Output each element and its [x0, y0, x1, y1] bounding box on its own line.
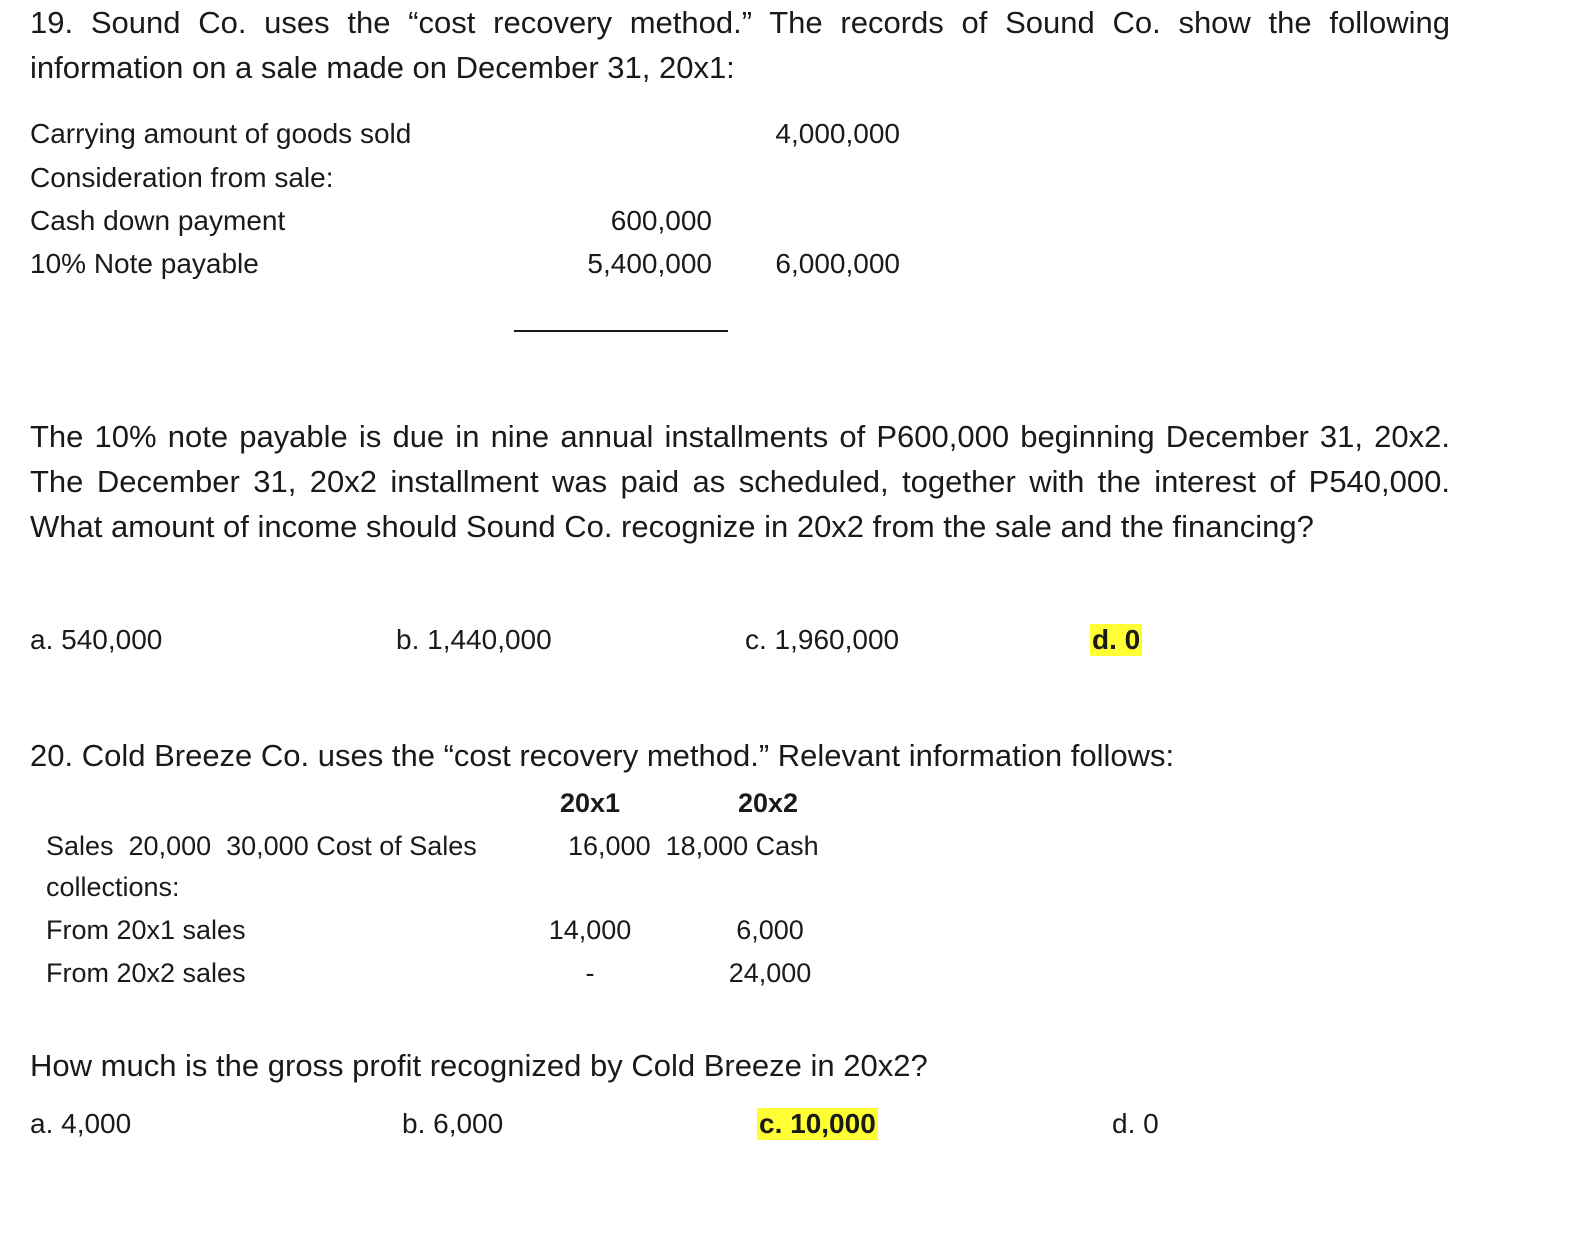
consideration-label: Consideration from sale:: [30, 162, 334, 193]
total-underline: [514, 330, 728, 332]
sales-cost-line: Sales 20,000 30,000 Cost of Sales: [46, 831, 477, 861]
carrying-amount-total: 4,000,000: [775, 118, 900, 149]
col-header-20x2: 20x2: [737, 788, 799, 818]
from-20x1-value-20x2: 6,000: [736, 915, 804, 945]
q20-question: How much is the gross profit recognized by Cold Breeze in 20x2?: [30, 1048, 928, 1083]
cost-cash-line: 16,000 18,000 Cash: [568, 831, 819, 861]
cash-down-amount: 600,000: [610, 205, 712, 236]
note-payable-label: 10% Note payable: [30, 248, 259, 279]
col-header-20x1: 20x1: [559, 788, 621, 818]
q19-choice-a: a. 540,000: [30, 624, 163, 655]
carrying-amount-label: Carrying amount of goods sold: [30, 118, 412, 149]
q19-choice-d-highlighted: d. 0: [1092, 624, 1141, 655]
q19-choice-b: b. 1,440,000: [396, 624, 552, 655]
q20-choice-b: b. 6,000: [402, 1108, 504, 1139]
collections-label: collections:: [46, 872, 180, 902]
q19-question: The 10% note payable is due in nine annual installments of P600,000 beginning December 31, 20x2. The December 31, 20x2 installment was paid as scheduled, together with the interest of P540,000. What amount of income should Sound Co. recognize in 20x2 from the sale and the financing?: [30, 419, 1450, 544]
from-20x2-value-20x1: -: [585, 958, 595, 988]
consideration-total: 6,000,000: [775, 248, 900, 279]
q20-intro: 20. Cold Breeze Co. uses the “cost recovery method.” Relevant information follows:: [30, 738, 1175, 773]
q19-choice-c: c. 1,960,000: [745, 624, 900, 655]
q19-intro: 19. Sound Co. uses the “cost recovery method.” The records of Sound Co. show the following information on a sale made on December 31, 20x1:: [30, 5, 1450, 85]
q20-choice-c-highlighted: c. 10,000: [759, 1108, 876, 1139]
q20-choice-a: a. 4,000: [30, 1108, 132, 1139]
note-payable-amount: 5,400,000: [587, 248, 712, 279]
from-20x1-value-20x1: 14,000: [548, 915, 632, 945]
from-20x2-value-20x2: 24,000: [728, 958, 812, 988]
q20-choice-d: d. 0: [1112, 1108, 1159, 1139]
from-20x1-label: From 20x1 sales: [46, 915, 246, 945]
from-20x2-label: From 20x2 sales: [46, 958, 246, 988]
cash-down-label: Cash down payment: [30, 205, 286, 236]
